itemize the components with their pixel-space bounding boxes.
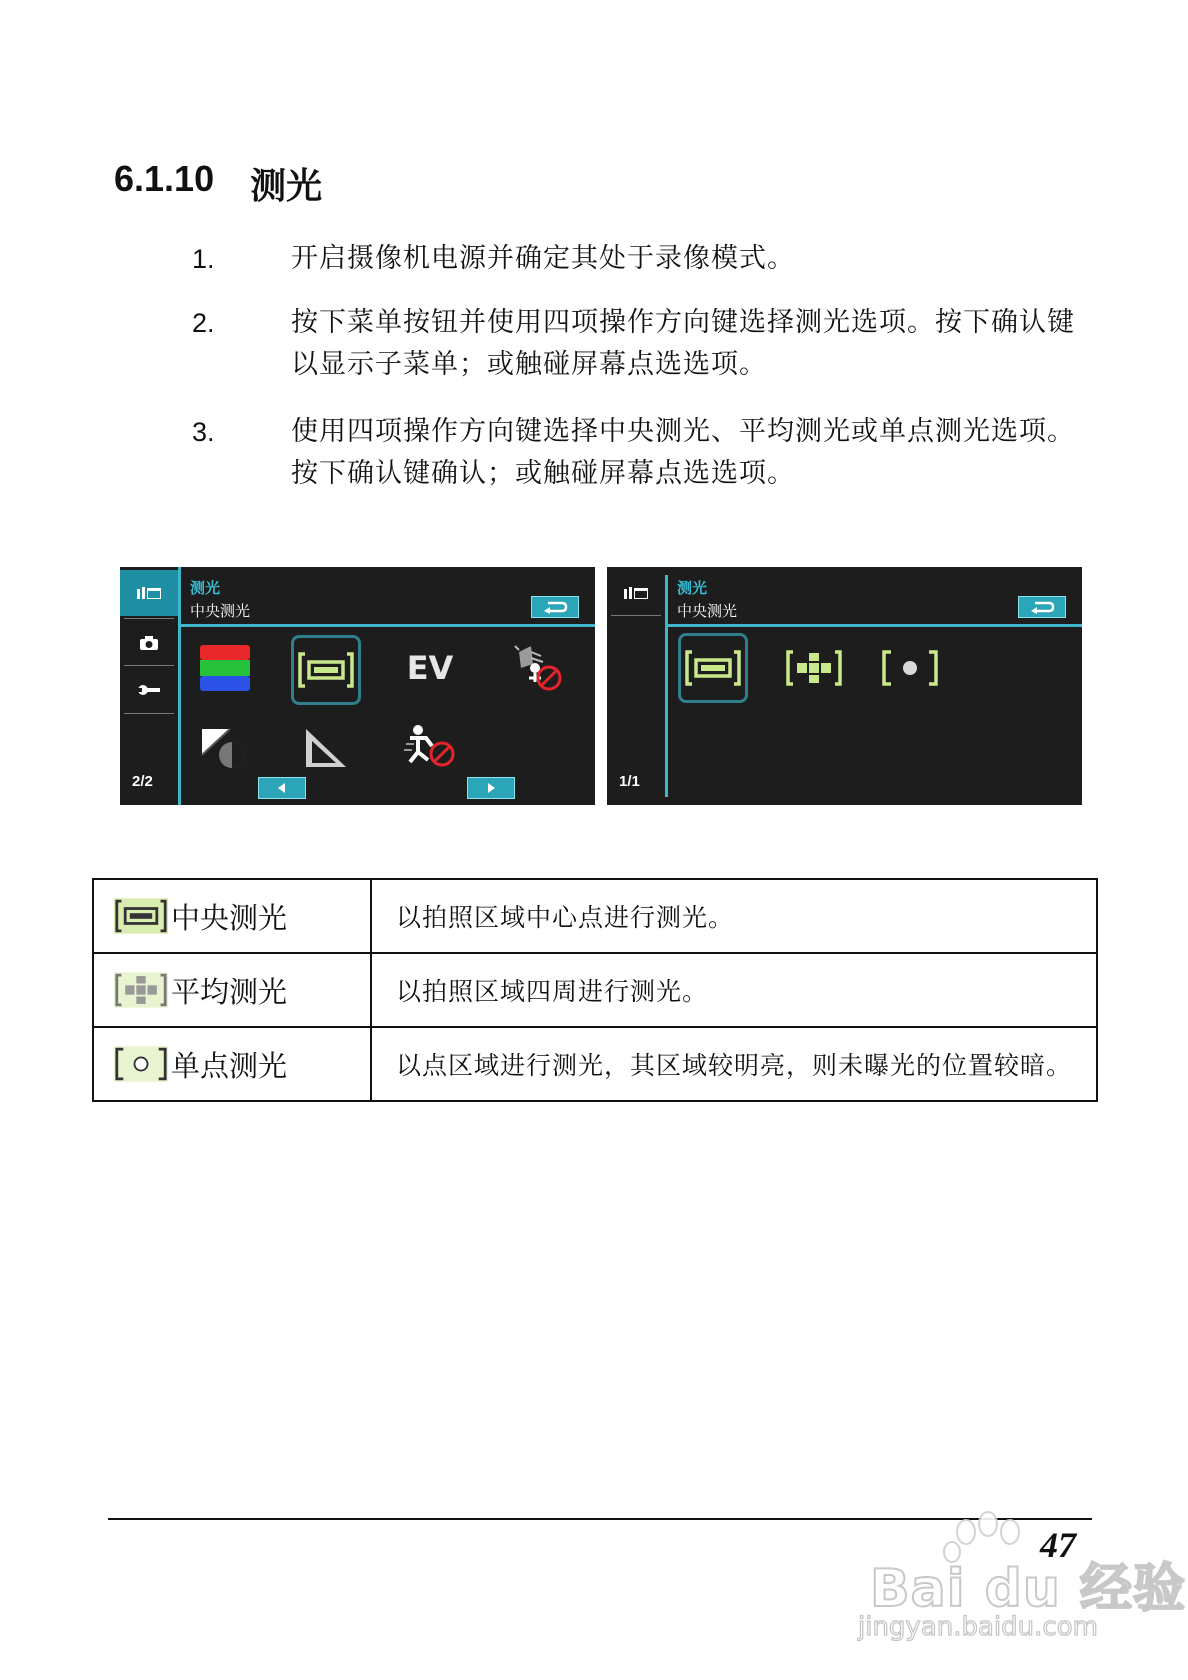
camera-icon <box>138 635 160 651</box>
backlight-off-icon[interactable] <box>508 639 568 697</box>
menu-current-value: 中央测光 <box>190 602 251 620</box>
metering-name: 平均测光 <box>171 974 288 1009</box>
step-3 <box>192 411 1092 495</box>
ev-label: EV <box>406 649 454 687</box>
center-metering-icon <box>114 898 168 934</box>
ev-icon[interactable] <box>390 639 470 697</box>
page-number: 47 <box>1040 1525 1076 1565</box>
video-menu-icon <box>136 585 162 601</box>
divider <box>665 575 668 797</box>
metering-description: 以拍照区域四周进行测光。 <box>371 953 1097 1027</box>
return-arrow-icon <box>1029 600 1055 614</box>
back-button[interactable] <box>1018 596 1066 618</box>
section-title <box>114 158 322 209</box>
divider <box>124 618 174 619</box>
wrench-icon <box>137 683 161 697</box>
metering-name: 单点测光 <box>171 1048 288 1083</box>
divider <box>665 624 1082 627</box>
divider <box>124 713 174 714</box>
camera-sidebar <box>120 567 178 805</box>
color-bars-icon[interactable] <box>196 639 254 697</box>
arrow-right-icon <box>485 782 497 794</box>
menu-current-value: 中央测光 <box>677 602 738 620</box>
step-text: 开启摄像机电源并确定其处于录像模式。 <box>291 243 795 274</box>
camera-menu-screen-right <box>607 567 1082 805</box>
spot-metering-icon[interactable] <box>875 633 945 703</box>
metering-table <box>92 878 1098 1102</box>
average-metering-icon <box>114 972 168 1008</box>
menu-title: 测光 <box>677 579 708 597</box>
video-menu-tab[interactable] <box>120 570 178 616</box>
average-metering-icon[interactable] <box>779 633 849 703</box>
page-indicator: 2/2 <box>132 773 153 790</box>
divider <box>611 615 661 616</box>
menu-title: 测光 <box>190 579 221 597</box>
metering-name: 中央测光 <box>171 900 288 935</box>
step-text: 按下菜单按钮并使用四项操作方向键选择测光选项。按下确认键以显示子菜单；或触碰屏幕点选选项。 <box>291 307 1075 380</box>
metering-description: 以点区域进行测光，其区域较明亮，则未曝光的位置较暗。 <box>371 1027 1097 1101</box>
section-name: 测光 <box>250 166 323 207</box>
contrast-icon[interactable] <box>196 719 254 777</box>
return-arrow-icon <box>542 600 568 614</box>
center-metering-icon[interactable] <box>291 635 361 705</box>
settings-menu-tab[interactable] <box>120 667 178 713</box>
step-number: 3. <box>192 417 215 447</box>
step-1 <box>192 238 1092 280</box>
divider <box>124 665 174 666</box>
step-2 <box>192 302 1092 386</box>
divider <box>178 567 181 805</box>
section-number: 6.1.10 <box>114 158 215 199</box>
table-row <box>93 953 1097 1027</box>
camera-menu-screen-left <box>120 567 595 805</box>
table-row <box>93 879 1097 953</box>
back-button[interactable] <box>531 596 579 618</box>
stabilizer-off-icon[interactable] <box>400 717 464 775</box>
step-text: 使用四项操作方向键选择中央测光、平均测光或单点测光选项。按下确认键确认；或触碰屏幕点选选项。 <box>291 416 1075 489</box>
table-row <box>93 1027 1097 1101</box>
page-indicator: 1/1 <box>619 773 640 790</box>
photo-menu-tab[interactable] <box>120 620 178 666</box>
video-menu-tab[interactable] <box>607 570 665 616</box>
step-number: 1. <box>192 244 215 274</box>
arrow-left-icon <box>276 782 288 794</box>
next-page-button[interactable] <box>467 777 515 799</box>
sharpness-icon[interactable] <box>294 719 358 777</box>
step-number: 2. <box>192 308 215 338</box>
video-menu-icon <box>623 585 649 601</box>
spot-metering-icon <box>114 1046 168 1082</box>
prev-page-button[interactable] <box>258 777 306 799</box>
metering-description: 以拍照区域中心点进行测光。 <box>371 879 1097 953</box>
divider <box>178 624 595 627</box>
watermark-brand: Bai du 经验 <box>870 1559 1186 1619</box>
watermark-url: jingyan.baidu.com <box>858 1612 1098 1642</box>
center-metering-icon[interactable] <box>678 633 748 703</box>
